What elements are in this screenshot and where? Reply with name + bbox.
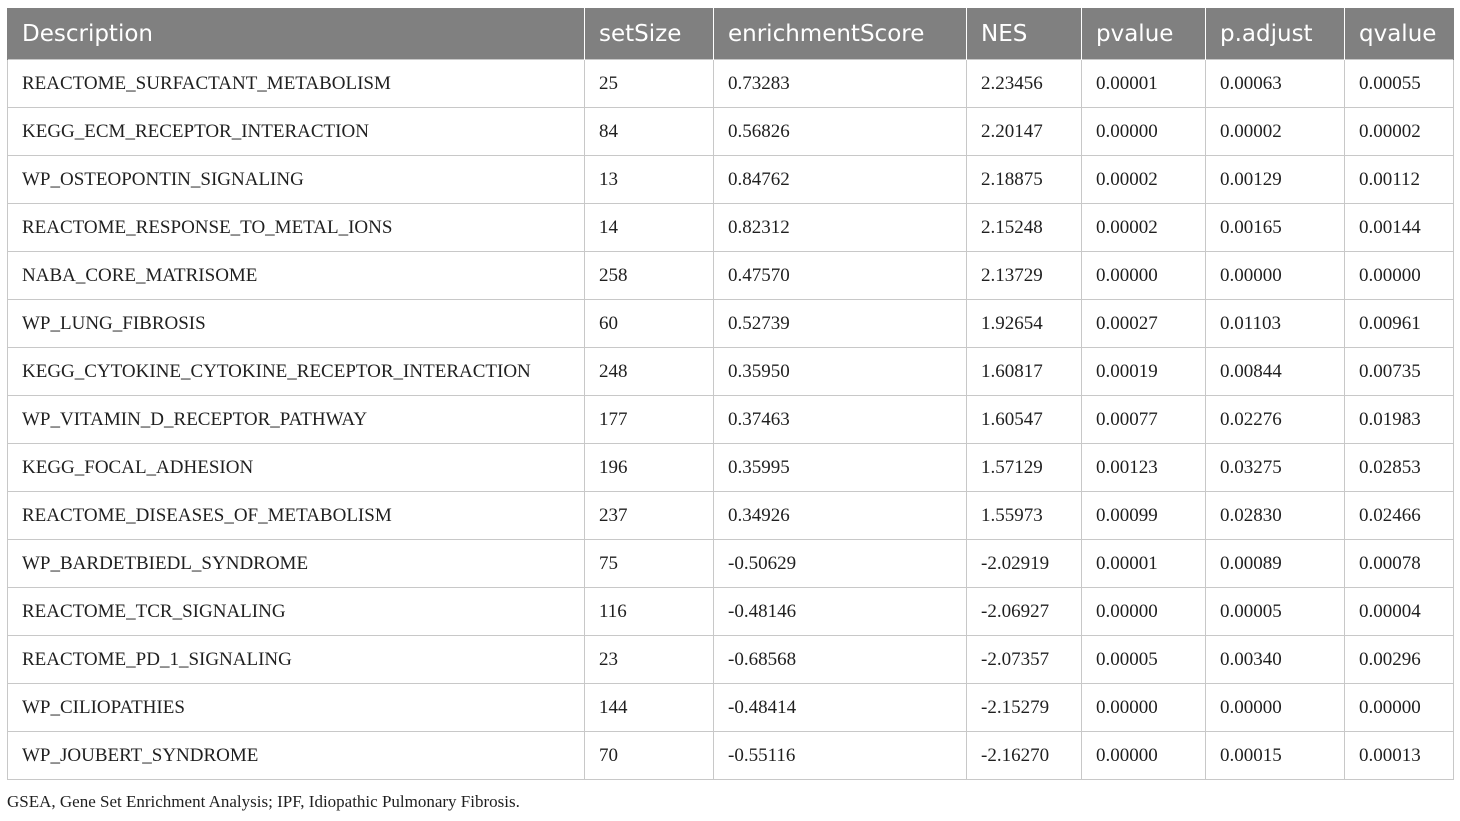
cell-padjust: 0.02830 [1206, 492, 1345, 540]
cell-padjust: 0.03275 [1206, 444, 1345, 492]
cell-pvalue: 0.00077 [1082, 396, 1206, 444]
cell-enrichmentscore: -0.48414 [714, 684, 967, 732]
cell-enrichmentscore: 0.47570 [714, 252, 967, 300]
cell-description: REACTOME_DISEASES_OF_METABOLISM [8, 492, 585, 540]
cell-qvalue: 0.00000 [1345, 684, 1454, 732]
table-row [8, 444, 1454, 492]
cell-setsize: 13 [585, 156, 714, 204]
cell-enrichmentscore: 0.82312 [714, 204, 967, 252]
cell-pvalue: 0.00000 [1082, 588, 1206, 636]
cell-setsize: 177 [585, 396, 714, 444]
cell-description: REACTOME_PD_1_SIGNALING [8, 636, 585, 684]
cell-padjust: 0.00000 [1206, 252, 1345, 300]
cell-description: WP_JOUBERT_SYNDROME [8, 732, 585, 780]
cell-pvalue: 0.00002 [1082, 204, 1206, 252]
table-row [8, 732, 1454, 780]
cell-setsize: 25 [585, 60, 714, 108]
cell-qvalue: 0.00013 [1345, 732, 1454, 780]
cell-padjust: 0.00089 [1206, 540, 1345, 588]
cell-padjust: 0.00063 [1206, 60, 1345, 108]
cell-pvalue: 0.00000 [1082, 252, 1206, 300]
cell-description: WP_BARDETBIEDL_SYNDROME [8, 540, 585, 588]
cell-setsize: 144 [585, 684, 714, 732]
cell-qvalue: 0.00144 [1345, 204, 1454, 252]
cell-enrichmentscore: -0.48146 [714, 588, 967, 636]
gsea-results-table [7, 8, 1454, 780]
cell-pvalue: 0.00019 [1082, 348, 1206, 396]
cell-nes: -2.16270 [967, 732, 1082, 780]
column-header-padjust: p.adjust [1206, 8, 1345, 60]
column-header-nes: NES [967, 8, 1082, 60]
cell-description: KEGG_FOCAL_ADHESION [8, 444, 585, 492]
cell-pvalue: 0.00123 [1082, 444, 1206, 492]
cell-nes: 1.57129 [967, 444, 1082, 492]
table-row [8, 588, 1454, 636]
cell-padjust: 0.02276 [1206, 396, 1345, 444]
cell-description: WP_VITAMIN_D_RECEPTOR_PATHWAY [8, 396, 585, 444]
cell-description: REACTOME_SURFACTANT_METABOLISM [8, 60, 585, 108]
cell-description: WP_CILIOPATHIES [8, 684, 585, 732]
table-row [8, 156, 1454, 204]
cell-enrichmentscore: 0.35950 [714, 348, 967, 396]
cell-padjust: 0.00340 [1206, 636, 1345, 684]
cell-nes: 2.20147 [967, 108, 1082, 156]
column-header-pvalue: pvalue [1082, 8, 1206, 60]
table-row [8, 492, 1454, 540]
table-row [8, 684, 1454, 732]
cell-pvalue: 0.00001 [1082, 60, 1206, 108]
cell-setsize: 237 [585, 492, 714, 540]
cell-qvalue: 0.02853 [1345, 444, 1454, 492]
cell-description: REACTOME_RESPONSE_TO_METAL_IONS [8, 204, 585, 252]
cell-description: NABA_CORE_MATRISOME [8, 252, 585, 300]
cell-nes: 2.18875 [967, 156, 1082, 204]
cell-nes: 2.13729 [967, 252, 1082, 300]
cell-qvalue: 0.00004 [1345, 588, 1454, 636]
cell-setsize: 14 [585, 204, 714, 252]
cell-pvalue: 0.00005 [1082, 636, 1206, 684]
header-row [8, 8, 1454, 60]
cell-pvalue: 0.00000 [1082, 108, 1206, 156]
cell-enrichmentscore: 0.35995 [714, 444, 967, 492]
table-row [8, 108, 1454, 156]
cell-nes: 1.60547 [967, 396, 1082, 444]
table-row [8, 252, 1454, 300]
cell-description: WP_OSTEOPONTIN_SIGNALING [8, 156, 585, 204]
cell-enrichmentscore: 0.73283 [714, 60, 967, 108]
table-row [8, 636, 1454, 684]
cell-qvalue: 0.00961 [1345, 300, 1454, 348]
cell-description: KEGG_CYTOKINE_CYTOKINE_RECEPTOR_INTERACTION [8, 348, 585, 396]
cell-qvalue: 0.00000 [1345, 252, 1454, 300]
cell-setsize: 258 [585, 252, 714, 300]
cell-nes: 1.55973 [967, 492, 1082, 540]
cell-qvalue: 0.00078 [1345, 540, 1454, 588]
cell-description: KEGG_ECM_RECEPTOR_INTERACTION [8, 108, 585, 156]
column-header-setsize: setSize [585, 8, 714, 60]
cell-setsize: 70 [585, 732, 714, 780]
cell-qvalue: 0.00735 [1345, 348, 1454, 396]
cell-setsize: 60 [585, 300, 714, 348]
table-row [8, 396, 1454, 444]
cell-qvalue: 0.00002 [1345, 108, 1454, 156]
cell-qvalue: 0.02466 [1345, 492, 1454, 540]
cell-nes: -2.02919 [967, 540, 1082, 588]
cell-setsize: 23 [585, 636, 714, 684]
cell-setsize: 116 [585, 588, 714, 636]
cell-pvalue: 0.00000 [1082, 684, 1206, 732]
cell-enrichmentscore: 0.37463 [714, 396, 967, 444]
cell-padjust: 0.00165 [1206, 204, 1345, 252]
cell-padjust: 0.00015 [1206, 732, 1345, 780]
column-header-qvalue: qvalue [1345, 8, 1454, 60]
gsea-results-table-container [7, 8, 1453, 780]
table-body [8, 60, 1454, 780]
table-row [8, 348, 1454, 396]
cell-setsize: 196 [585, 444, 714, 492]
cell-pvalue: 0.00000 [1082, 732, 1206, 780]
table-row [8, 540, 1454, 588]
cell-enrichmentscore: 0.56826 [714, 108, 967, 156]
column-header-description: Description [8, 8, 585, 60]
cell-description: WP_LUNG_FIBROSIS [8, 300, 585, 348]
cell-enrichmentscore: -0.55116 [714, 732, 967, 780]
cell-nes: -2.06927 [967, 588, 1082, 636]
cell-qvalue: 0.01983 [1345, 396, 1454, 444]
column-header-enrichmentscore: enrichmentScore [714, 8, 967, 60]
cell-enrichmentscore: 0.52739 [714, 300, 967, 348]
cell-nes: 2.23456 [967, 60, 1082, 108]
cell-padjust: 0.00129 [1206, 156, 1345, 204]
cell-enrichmentscore: 0.34926 [714, 492, 967, 540]
cell-setsize: 248 [585, 348, 714, 396]
cell-nes: 1.60817 [967, 348, 1082, 396]
cell-nes: -2.07357 [967, 636, 1082, 684]
cell-nes: 1.92654 [967, 300, 1082, 348]
cell-pvalue: 0.00001 [1082, 540, 1206, 588]
cell-padjust: 0.00002 [1206, 108, 1345, 156]
cell-padjust: 0.01103 [1206, 300, 1345, 348]
cell-setsize: 75 [585, 540, 714, 588]
table-row [8, 300, 1454, 348]
cell-pvalue: 0.00027 [1082, 300, 1206, 348]
cell-pvalue: 0.00002 [1082, 156, 1206, 204]
cell-padjust: 0.00844 [1206, 348, 1345, 396]
cell-nes: -2.15279 [967, 684, 1082, 732]
cell-description: REACTOME_TCR_SIGNALING [8, 588, 585, 636]
cell-padjust: 0.00005 [1206, 588, 1345, 636]
cell-nes: 2.15248 [967, 204, 1082, 252]
cell-qvalue: 0.00112 [1345, 156, 1454, 204]
table-row [8, 60, 1454, 108]
cell-enrichmentscore: -0.68568 [714, 636, 967, 684]
cell-enrichmentscore: -0.50629 [714, 540, 967, 588]
cell-qvalue: 0.00296 [1345, 636, 1454, 684]
cell-enrichmentscore: 0.84762 [714, 156, 967, 204]
table-row [8, 204, 1454, 252]
table-footnote: GSEA, Gene Set Enrichment Analysis; IPF, Idiopathic Pulmonary Fibrosis. [7, 792, 520, 811]
cell-pvalue: 0.00099 [1082, 492, 1206, 540]
cell-padjust: 0.00000 [1206, 684, 1345, 732]
cell-setsize: 84 [585, 108, 714, 156]
table-header [8, 8, 1454, 60]
cell-qvalue: 0.00055 [1345, 60, 1454, 108]
